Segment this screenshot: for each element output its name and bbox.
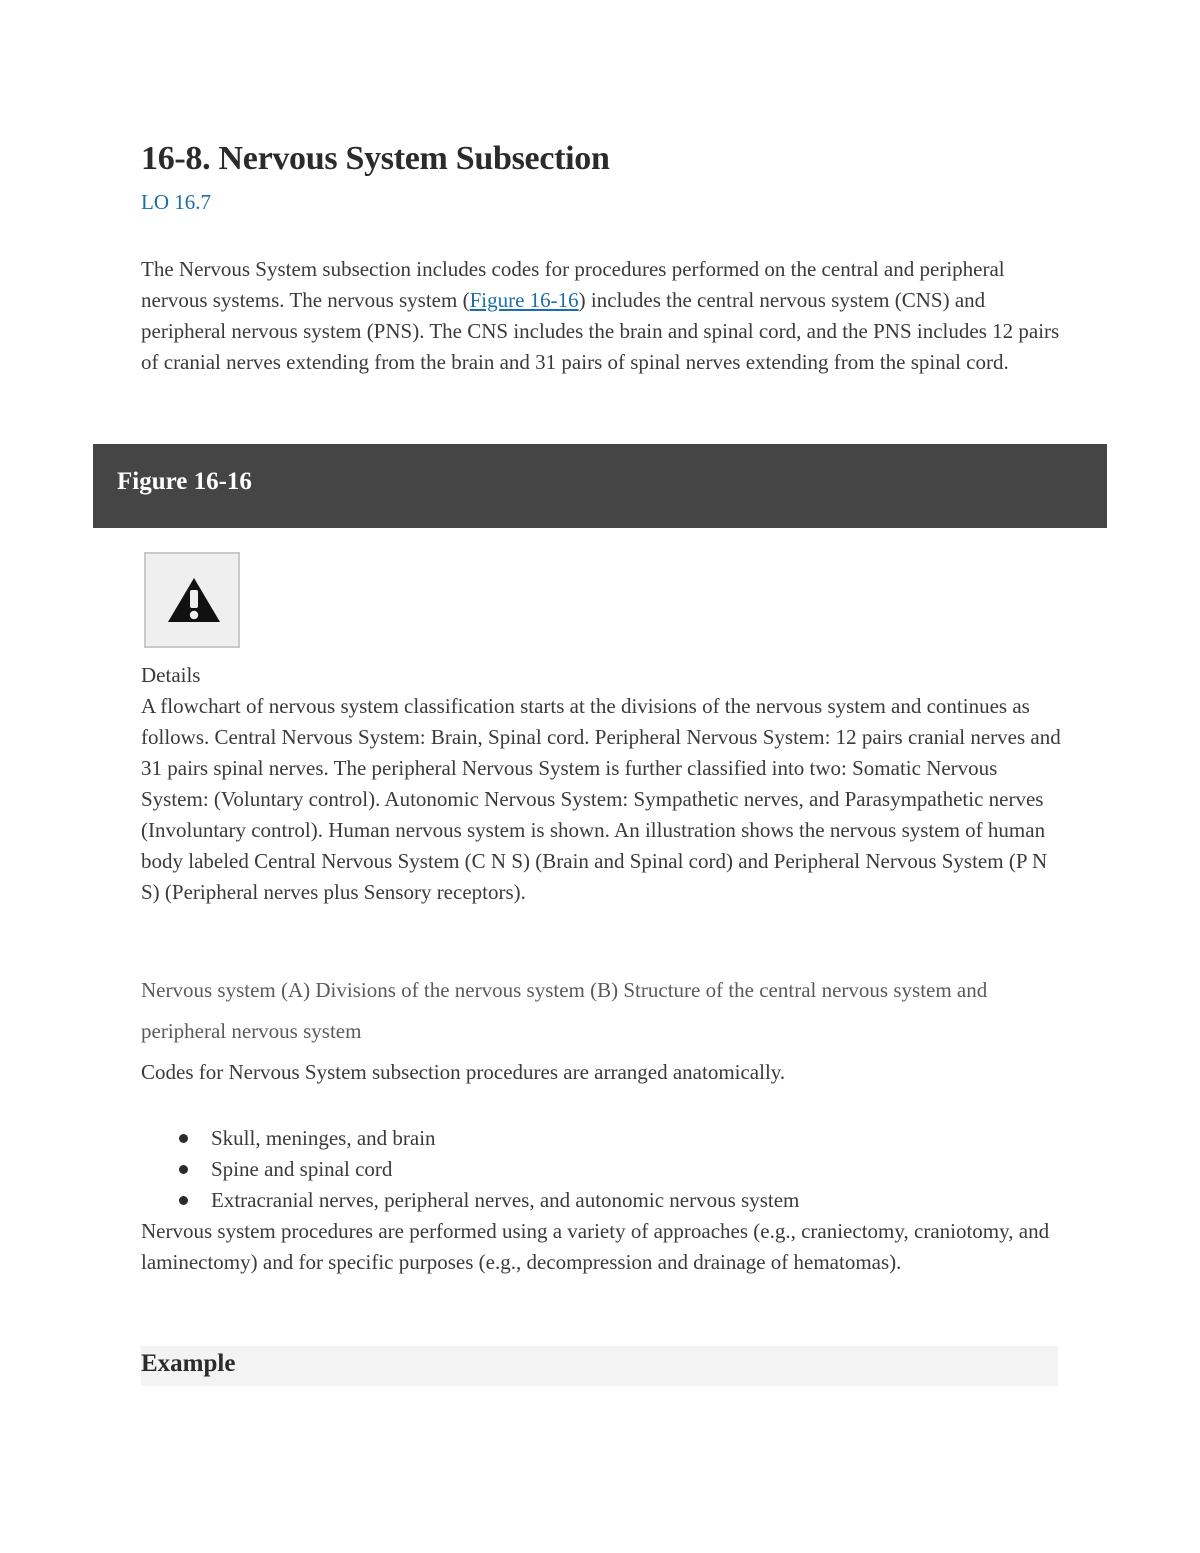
figure-details — [141, 660, 1061, 908]
list-item: Extracranial nerves, peripheral nerves, and autonomic nervous system — [141, 1185, 799, 1216]
figure-caption: Nervous system (A) Divisions of the nervous system (B) Structure of the central nervous system and peripheral nervous system — [141, 978, 988, 1043]
bullet-icon — [179, 1196, 188, 1205]
figure-title: Figure 16-16 — [117, 468, 252, 495]
example-box — [141, 1346, 1058, 1386]
example-title: Example — [141, 1350, 236, 1377]
intro-text-end: ) includes the central nervous system (CNS) and peripheral nervous system (PNS). The CNS includes the brain and spinal cord, and the PNS includes 12 pairs of cranial nerves extending from the brain and 31 pairs of spinal nerves extending from the spinal cord. — [141, 288, 1060, 374]
details-label: Details — [141, 663, 201, 687]
intro-text-start: The Nervous System subsection includes codes for procedures performed on the central and peripheral nervous systems. The nervous system ( — [141, 257, 1005, 312]
figure-header — [93, 444, 1107, 528]
warning-icon — [166, 576, 222, 624]
details-text: A flowchart of nervous system classification starts at the divisions of the nervous system and continues as follows. Central Nervous System: Brain, Spinal cord. Peripheral Nervous System: 12 pairs cranial nerves and 31 pairs spinal nerves. The peripheral Nervous System is further classified into two: Somatic Nervous System: (Voluntary control). Autonomic Nervous System: Sympathetic nerves, and Parasympathetic nerves (Involuntary control). Human nervous system is shown. An illustration shows the nervous system of human body labeled Central Nervous System (C N S) (Brain and Spinal cord) and Peripheral Nervous System (P N S) (Peripheral nerves plus Sensory receptors). — [141, 694, 1061, 904]
list-item: Skull, meninges, and brain — [141, 1123, 799, 1154]
learning-objective: LO 16.7 — [141, 190, 211, 214]
anatomy-list — [141, 1123, 799, 1216]
bullet-icon — [179, 1134, 188, 1143]
figure-image-placeholder[interactable] — [144, 552, 240, 648]
procedures-paragraph: Nervous system procedures are performed using a variety of approaches (e.g., craniectomy, craniotomy, and laminectomy) and for specific purposes (e.g., decompression and drainage of hematomas). — [141, 1219, 1050, 1274]
codes-intro: Codes for Nervous System subsection procedures are arranged anatomically. — [141, 1060, 786, 1084]
list-item: Spine and spinal cord — [141, 1154, 799, 1185]
section-title: 16-8. Nervous System Subsection — [141, 140, 610, 177]
intro-paragraph — [141, 254, 1061, 378]
figure-link[interactable]: Figure 16-16 — [469, 288, 579, 312]
bullet-icon — [179, 1165, 188, 1174]
